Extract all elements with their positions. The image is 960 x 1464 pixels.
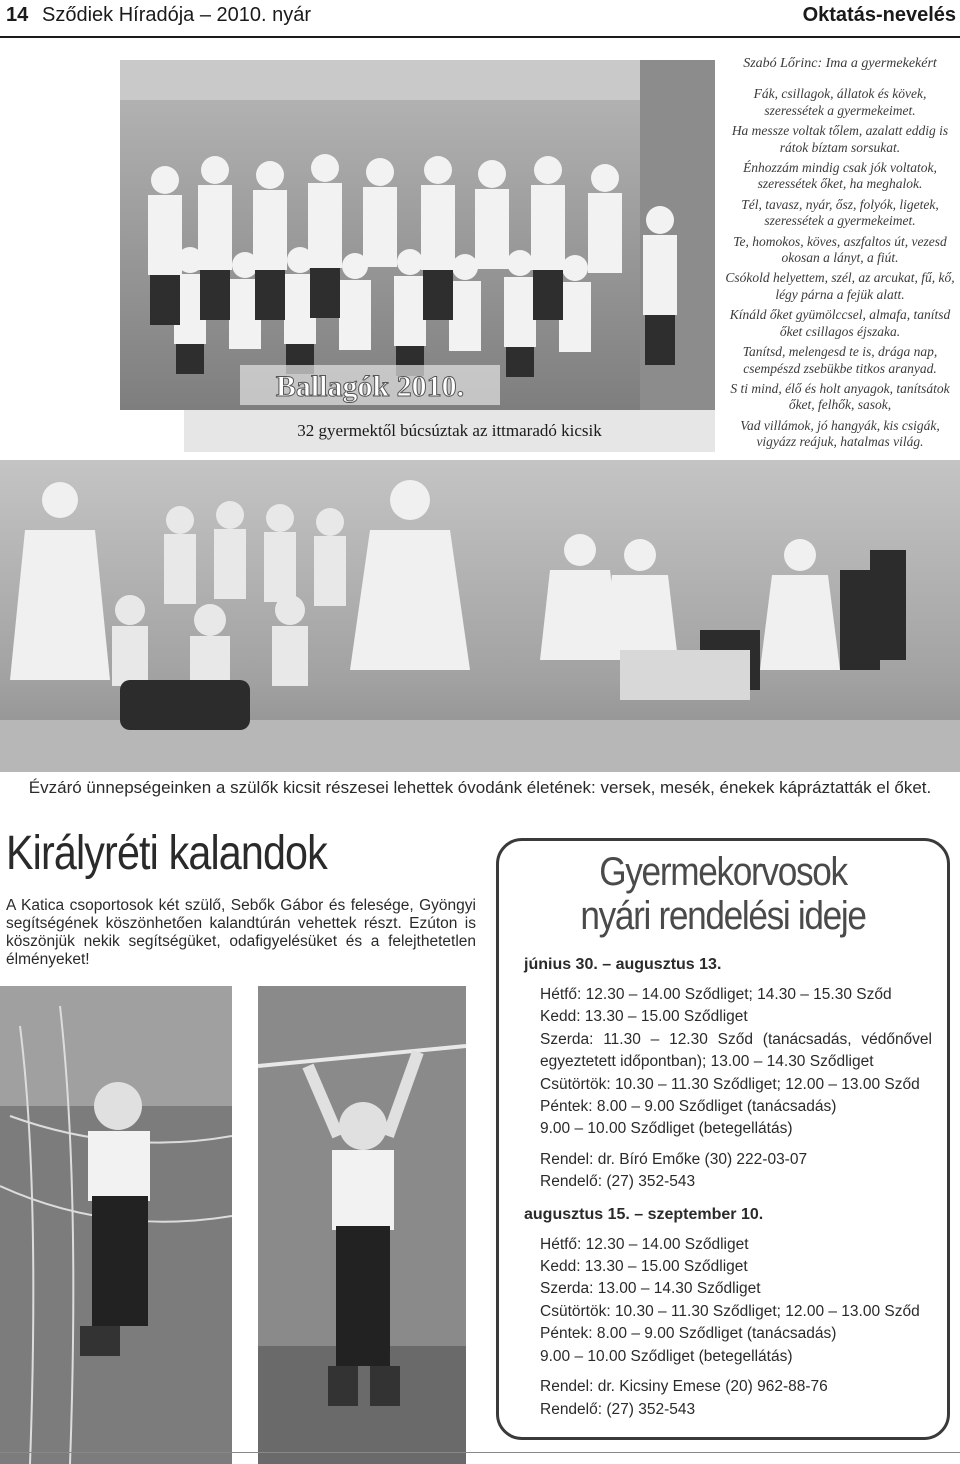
period2-schedule <box>524 1234 932 1421</box>
schedule-line: Csütörtök: 10.30 – 11.30 Sződliget; 12.00 – 13.00 Sződ <box>540 1075 920 1093</box>
schedule-line: Kedd: 13.30 – 15.00 Sződliget <box>540 1008 748 1026</box>
section-title: Oktatás-nevelés <box>802 4 956 26</box>
poem-stanza: Ha messze voltak tőlem, azalatt eddig is rátok bíztam sorsukat. <box>731 123 949 155</box>
rope-bridge-photo <box>0 986 232 1464</box>
pediatric-title <box>523 850 923 938</box>
period2-title: augusztus 15. – szeptember 10. <box>524 1205 764 1223</box>
page-number: 14 <box>6 4 29 26</box>
schedule-line: Hétfő: 12.30 – 14.00 Sződliget <box>540 1235 749 1253</box>
period1-title: június 30. – augusztus 13. <box>524 956 722 973</box>
photo1-caption: 32 gyermektől búcsúztak az ittmaradó kicsik <box>297 421 602 440</box>
pediatric-title-line1: Gyermekorvosok <box>599 850 847 894</box>
poem <box>724 56 956 455</box>
poem-stanza: Te, homokos, köves, aszfaltos út, vezesd okosan a lányt, a fiút. <box>733 233 947 266</box>
poem-stanza: Énhozzám mindig csak jók voltatok, szeressétek őket, ha meghalok. <box>743 160 937 192</box>
pediatric-schedule <box>524 956 932 1421</box>
bottom-rule <box>0 1452 960 1453</box>
pediatric-title-line2: nyári rendelési ideje <box>580 894 866 938</box>
article-body: A Katica csoportosok két szülő, Sebők Gábor és felesége, Gyöngyi segítségének köszönhetően kalandtúrán vehettek részt. Ezúton is köszönjük nekik segítségüket, odafigyelésüket és a felejthetetlen élményeket! <box>6 897 476 968</box>
office-line: Rendelő: (27) 352-543 <box>540 1400 696 1418</box>
poem-stanza: Kínáld őket gyümölccsel, almafa, tanítsd őket csillagos éjszaka. <box>729 307 951 339</box>
schedule-line: Szerda: 13.00 – 14.30 Sződliget <box>540 1280 761 1298</box>
schedule-line: Péntek: 8.00 – 9.00 Sződliget (tanácsadás) <box>540 1098 837 1116</box>
header-rule <box>0 36 960 38</box>
doctor-line: Rendel: dr. Bíró Emőke (30) 222-03-07 <box>540 1150 808 1168</box>
schedule-line: 9.00 – 10.00 Sződliget (betegellátás) <box>540 1120 793 1138</box>
schedule-line: Hétfő: 12.30 – 14.00 Sződliget; 14.30 – 15.30 Sződ <box>540 986 892 1003</box>
poem-stanza: Tanítsd, melengesd te is, drága nap, csempészd zsebükbe titkos aranyad. <box>742 344 938 376</box>
period1-schedule <box>524 984 932 1194</box>
schedule-line: Péntek: 8.00 – 9.00 Sződliget (tanácsadás) <box>540 1325 837 1343</box>
performance-photo <box>0 460 960 772</box>
schedule-line: Szerda: 11.30 – 12.30 Sződ (tanácsadás, védőnővel egyeztetett időpontban); 13.00 – 14.30 Sződliget <box>540 1030 932 1071</box>
publication-title: Sződiek Híradója – 2010. nyár <box>42 4 312 26</box>
poem-stanza: Vad villámok, jó hangyák, kis csigák, vigyázz reájuk, hatalmas világ. <box>740 417 940 450</box>
poem-title: Szabó Lőrinc: Ima a gyermekekért <box>743 56 937 71</box>
schedule-line: Kedd: 13.30 – 15.00 Sződliget <box>540 1258 748 1276</box>
poem-stanza: Tél, tavasz, nyár, ősz, folyók, ligetek, szeressétek a gyermekeimet. <box>741 196 939 229</box>
group-photo-graduates <box>120 60 715 410</box>
article-title: Királyréti kalandok <box>6 827 327 880</box>
poem-stanza: S ti mind, élő és holt anyagok, tanítsátok őket, felhők, sasok, <box>730 380 950 413</box>
office-line: Rendelő: (27) 352-543 <box>540 1173 696 1191</box>
poem-stanza: Fák, csillagok, állatok és kövek, szeressétek a gyermekeimet. <box>753 86 927 118</box>
photo2-caption: Évzáró ünnepségeinken a szülők kicsit részesei lehettek óvodánk életének: versek, mesék, énekek kápráztatták el őket. <box>28 778 932 797</box>
schedule-line: Csütörtök: 10.30 – 11.30 Sződliget; 12.00 – 13.00 Sződ <box>540 1302 920 1320</box>
schedule-line: 9.00 – 10.00 Sződliget (betegellátás) <box>540 1347 793 1365</box>
doctor-line: Rendel: dr. Kicsiny Emese (20) 962-88-76 <box>540 1378 828 1396</box>
hanging-bar-photo <box>258 986 466 1464</box>
banner-text: Ballagók 2010. <box>275 370 465 403</box>
poem-stanza: Csókold helyettem, szél, az arcukat, fű, kő, légy párna a fejük alatt. <box>725 270 955 302</box>
